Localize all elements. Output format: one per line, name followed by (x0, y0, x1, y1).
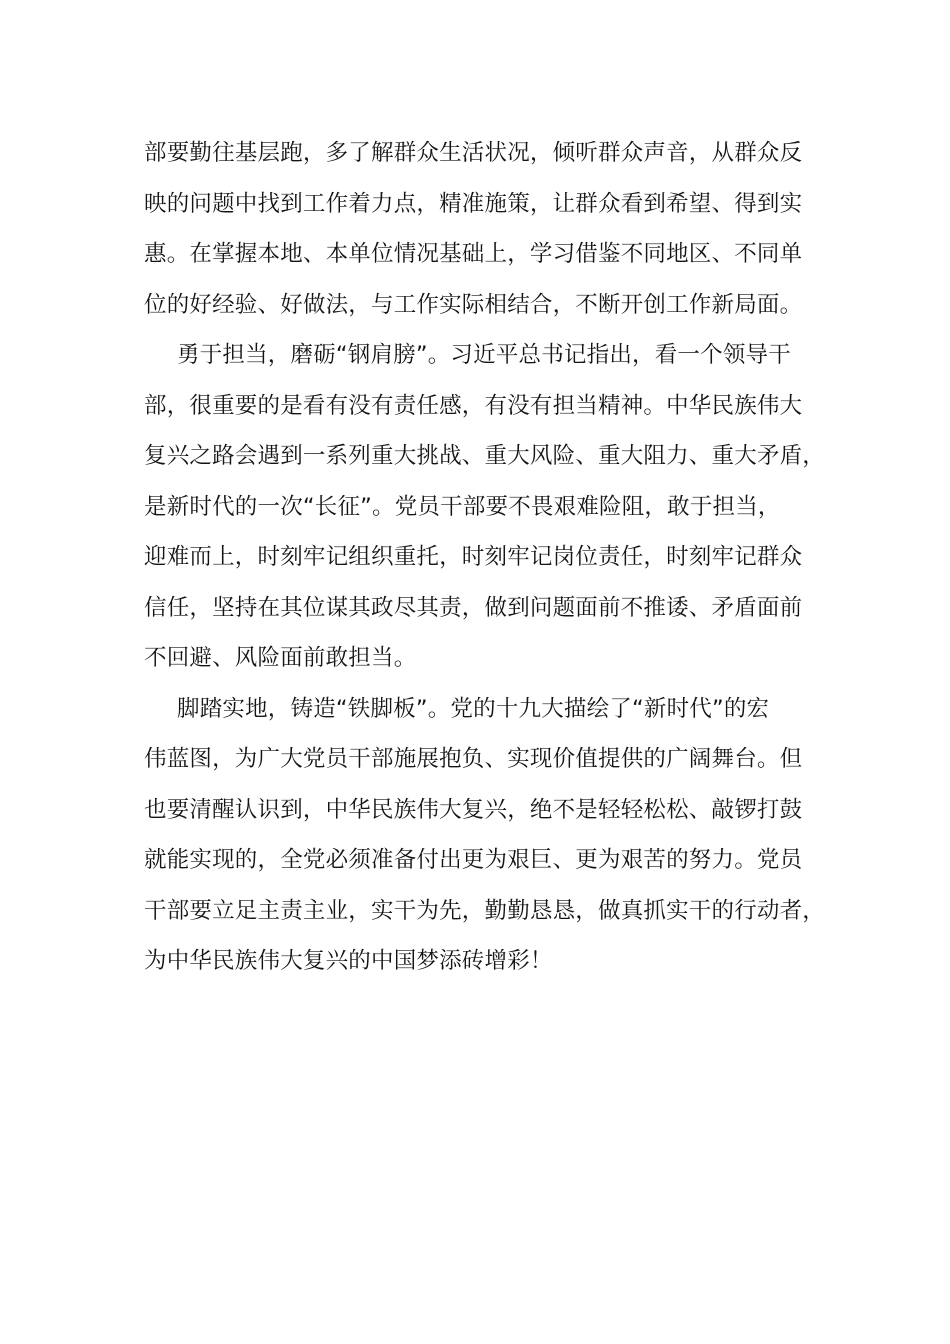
text-line: 伟蓝图，为广大党员干部施展抱负、实现价值提供的广阔舞台。但 (144, 746, 803, 772)
text-line: 就能实现的，全党必须准备付出更为艰巨、更为艰苦的努力。党员 (144, 847, 803, 873)
text-line: 信任，坚持在其位谋其政尽其责，做到问题面前不推诿、矛盾面前 (144, 594, 803, 621)
text-line: 部要勤往基层跑，多了解群众生活状况，倾听群众声音，从群众反 (144, 140, 803, 166)
text-line: 位的好经验、好做法，与工作实际相结合，不断开创工作新局面。 (144, 291, 803, 318)
text-line: 迎难而上，时刻牢记组织重托，时刻牢记岗位责任，时刻牢记群众 (144, 544, 803, 570)
text-line: 惠。在掌握本地、本单位情况基础上，学习借鉴不同地区、不同单 (144, 241, 803, 267)
paragraph-first-line: 脚踏实地，铸造“铁脚板”。党的十九大描绘了“新时代”的宏 (177, 695, 770, 722)
text-line: 为中华民族伟大复兴的中国梦添砖增彩！ (144, 948, 553, 974)
text-line: 是新时代的一次“长征”。党员干部要不畏艰难险阻，敢于担当， (144, 493, 781, 520)
text-line: 不回避、风险面前敢担当。 (144, 645, 417, 671)
text-line: 也要清醒认识到，中华民族伟大复兴，绝不是轻轻松松、敲锣打鼓 (144, 796, 803, 823)
text-line: 干部要立足主责主业，实干为先，勤勤恳恳，做真抓实干的行动者， (144, 897, 826, 924)
text-line: 复兴之路会遇到一系列重大挑战、重大风险、重大阻力、重大矛盾， (144, 443, 826, 469)
text-line: 映的问题中找到工作着力点，精准施策，让群众看到希望、得到实 (144, 190, 803, 217)
text-line: 部，很重要的是看有没有责任感，有没有担当精神。中华民族伟大 (144, 392, 803, 419)
paragraph-first-line: 勇于担当，磨砺“钢肩膀”。习近平总书记指出，看一个领导干 (177, 342, 791, 368)
document-body (144, 128, 826, 987)
